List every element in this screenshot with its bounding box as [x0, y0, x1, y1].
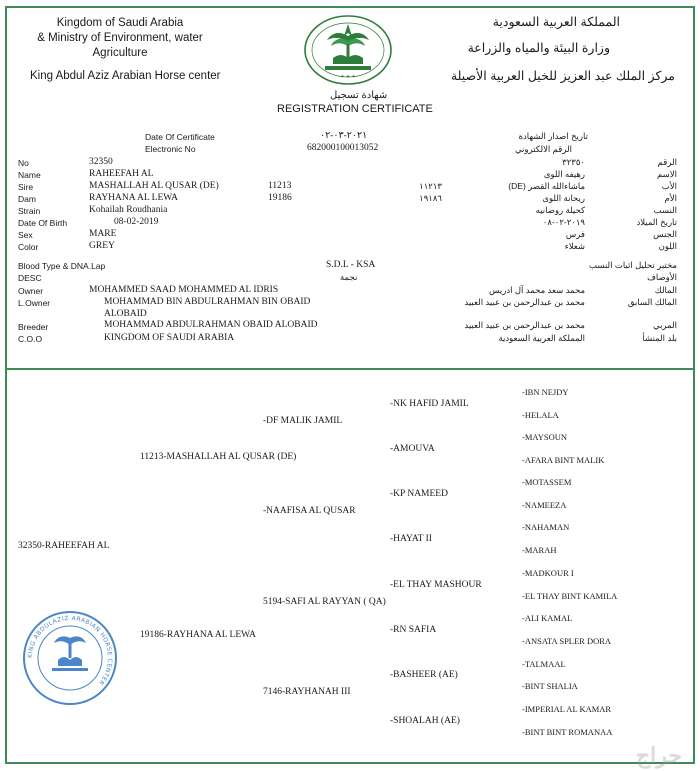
no-value: 32350 [89, 157, 113, 167]
svg-text:✦ ✦ ✦: ✦ ✦ ✦ [340, 74, 356, 80]
pedigree-g3-6: -RN SAFIA [390, 625, 437, 635]
title-english: REGISTRATION CERTIFICATE [277, 103, 433, 115]
no-label-ar: الرقم [657, 157, 677, 167]
pedigree-sire: 11213-MASHALLAH AL QUSAR (DE) [140, 452, 297, 462]
blood-label: Blood Type & DNA.Lap [18, 261, 106, 271]
sex-label-ar: الجنس [653, 229, 677, 239]
strain-value: Kohailah Roudhania [89, 205, 168, 215]
breeder-label: Breeder [18, 322, 49, 332]
header-ar-line3: مركز الملك عبد العزيز للخيل العربية الأصيلة [450, 69, 675, 83]
dob-value: 08-02-2019 [114, 217, 159, 227]
name-value: RAHEEFAH AL [89, 169, 154, 179]
header-ar-line1: المملكة العربية السعودية [492, 15, 620, 29]
pedigree-g3-5: -EL THAY MASHOUR [390, 580, 482, 590]
sire-label-ar: الأب [661, 181, 677, 191]
date-label-ar: تاريخ اصدار الشهادة [518, 131, 588, 141]
pedigree-dam: 19186-RAYHANA AL LEWA [140, 630, 256, 640]
pedigree-g4-1: -IBN NEJDY [522, 387, 569, 397]
coo-value: KINGDOM OF SAUDI ARABIA [104, 333, 235, 343]
pedigree-g4-14: -BINT SHALIA [522, 681, 578, 691]
pedigree-sire-sire: -DF MALIK JAMIL [263, 416, 343, 426]
sex-label: Sex [18, 230, 33, 240]
owner-value: MOHAMMED SAAD MOHAMMED AL IDRIS [89, 285, 279, 295]
pedigree-g3-4: -HAYAT II [390, 534, 432, 544]
name-value-ar: رهيفه اللوى [543, 169, 585, 179]
sire-value: MASHALLAH AL QUSAR (DE) [89, 181, 219, 191]
desc-label-ar: الأوصاف [647, 272, 677, 282]
pedigree-g3-8: -SHOALAH (AE) [390, 716, 460, 726]
pedigree-g4-2: -HELALA [522, 410, 559, 420]
pedigree-g4-5: -MOTASSEM [522, 477, 572, 487]
lowner-label-ar: المالك السابق [627, 297, 677, 307]
strain-label: Strain [18, 206, 41, 216]
strain-value-ar: كحيلة روضانيه [535, 205, 585, 215]
header-en-line4: King Abdul Aziz Arabian Horse center [30, 70, 221, 82]
pedigree-g4-11: -ALI KAMAL [522, 613, 573, 623]
seal-text: KING ABDULAZIZ ARABIAN HORSE CENTER [26, 614, 114, 687]
lowner-value-line1: MOHAMMAD BIN ABDULRAHMAN BIN OBAID [104, 297, 311, 307]
date-label: Date Of Certificate [145, 132, 215, 142]
owner-label: Owner [18, 286, 44, 296]
coo-label: C.O.O [18, 334, 43, 344]
title-arabic: شهادة تسجيل [330, 90, 388, 101]
color-value-ar: شعلاء [564, 241, 585, 251]
coo-value-ar: المملكة العربية السعودية [498, 333, 585, 343]
dam-label: Dam [18, 194, 36, 204]
dob-value-ar: ٢٠١٩-٠٢-٠٨ [542, 217, 585, 227]
no-label: No [18, 158, 29, 168]
name-label-ar: الاسم [657, 169, 677, 179]
electronic-label-ar: الرقم الالكتروني [514, 144, 572, 154]
pedigree-g4-4: -AFARA BINT MALIK [522, 455, 605, 465]
pedigree-g4-16: -BINT BINT ROMANAA [522, 727, 613, 737]
color-label-ar: اللون [658, 241, 677, 251]
sire-value-ar: ماشاءالله القصر (DE) [508, 181, 585, 191]
dam-label-ar: الأم [664, 193, 677, 203]
pedigree-sire-dam: -NAAFISA AL QUSAR [263, 506, 356, 516]
color-value: GREY [89, 241, 115, 251]
sire-number: 11213 [268, 181, 292, 191]
no-value-ar: ٣٢٣٥٠ [562, 157, 585, 167]
pedigree-g4-7: -NAHAMAN [522, 522, 570, 532]
dam-number-ar: ١٩١٨٦ [419, 193, 442, 203]
section-divider [5, 368, 695, 370]
pedigree-dam-dam: 7146-RAYHANAH III [263, 687, 351, 697]
header-ar-line2: وزارة البيئة والمياه والزراعة [467, 41, 610, 55]
official-seal [22, 610, 118, 706]
pedigree-horse: 32350-RAHEEFAH AL [18, 541, 110, 551]
header-en-line2: & Ministry of Environment, water [37, 32, 203, 44]
sire-label: Sire [18, 182, 34, 192]
blood-label-ar: مختبر تحليل اثبات النسب [589, 260, 677, 270]
breeder-value-ar: محمد بن عبدالرحمن بن عبيد العبيد [464, 320, 585, 330]
pedigree-g4-8: -MARAH [522, 545, 557, 555]
dam-number: 19186 [268, 193, 292, 203]
dam-value: RAYHANA AL LEWA [89, 193, 179, 203]
center-logo [303, 14, 393, 86]
electronic-label: Electronic No [145, 144, 196, 154]
header-english [30, 16, 210, 61]
owner-value-ar: محمد سعد محمد آل ادريس [489, 285, 585, 295]
dob-label-ar: تاريخ الميلاد [636, 217, 677, 227]
header-en-line3: Agriculture [92, 47, 148, 59]
dob-label: Date Of Birth [18, 218, 68, 228]
sire-number-ar: ١١٢١٣ [419, 181, 442, 191]
sex-value-ar: فرس [565, 229, 585, 239]
breeder-value: MOHAMMAD ABDULRAHMAN OBAID ALOBAID [104, 320, 318, 330]
desc-label: DESC [18, 273, 42, 283]
pedigree-dam-sire: 5194-SAFI AL RAYYAN ( QA) [263, 597, 386, 607]
pedigree-g4-9: -MADKOUR I [522, 568, 574, 578]
pedigree-g4-12: -ANSATA SPLER DORA [522, 636, 612, 646]
date-value: ٢٠٢١-٠٣-٠٢ [320, 131, 368, 141]
coo-label-ar: بلد المنشأ [642, 333, 677, 343]
sex-value: MARE [89, 229, 117, 239]
breeder-label-ar: المربي [652, 320, 677, 330]
pedigree-g4-13: -TALMAAL [522, 659, 566, 669]
blood-value: S.D.L - KSA [326, 260, 376, 270]
pedigree-g3-7: -BASHEER (AE) [390, 670, 458, 680]
lowner-label: L.Owner [18, 298, 51, 308]
pedigree-g4-3: -MAYSOUN [522, 432, 568, 442]
watermark-text: حراج [635, 743, 682, 768]
dam-value-ar: ريحانة اللوى [542, 193, 585, 203]
pedigree-g4-10: -EL THAY BINT KAMILA [522, 591, 618, 601]
pedigree-g4-15: -IMPERIAL AL KAMAR [522, 704, 612, 714]
strain-label-ar: النسب [653, 205, 677, 215]
electronic-value: 682000100013052 [307, 143, 379, 153]
name-label: Name [18, 170, 41, 180]
owner-label-ar: المالك [654, 285, 677, 295]
pedigree-g3-2: -AMOUVA [390, 444, 435, 454]
color-label: Color [18, 242, 39, 252]
desc-value-ar: نجمة [340, 272, 358, 282]
lowner-value-line2: ALOBAID [104, 309, 147, 319]
header-en-line1: Kingdom of Saudi Arabia [56, 17, 184, 29]
pedigree-g3-1: -NK HAFID JAMIL [390, 399, 469, 409]
pedigree-g4-6: -NAMEEZA [522, 500, 567, 510]
lowner-value-ar: محمد بن عبدالرحمن بن عبيد العبيد [464, 297, 585, 307]
pedigree-g3-3: -KP NAMEED [390, 489, 448, 499]
